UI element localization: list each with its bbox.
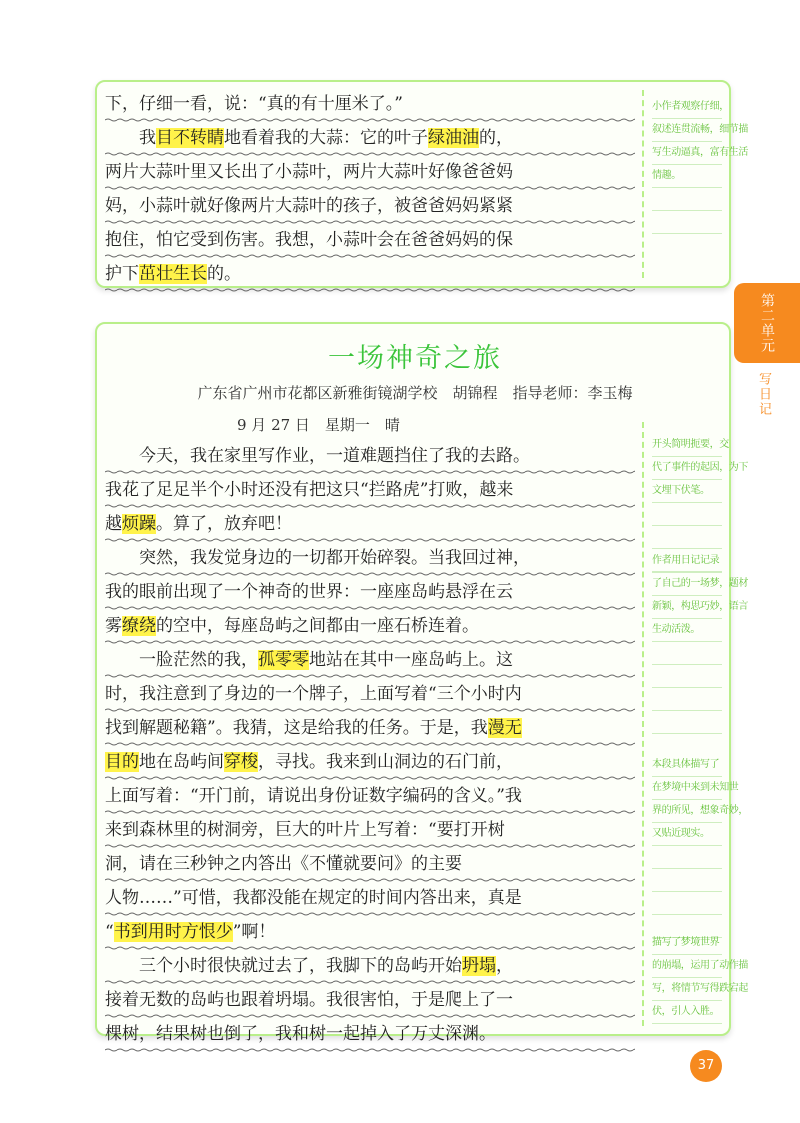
text-segment: 下，仔细一看，说：“真的有十厘米了。” <box>105 94 403 114</box>
text-line <box>105 258 635 292</box>
comment-line: 界的所见，想象奇妙， <box>652 800 722 823</box>
highlighted-phrase: 茁壮生长 <box>139 264 207 284</box>
text-segment: 护下 <box>105 264 139 284</box>
text-line <box>105 950 635 984</box>
highlighted-phrase: 书到用时方恨少 <box>113 922 233 942</box>
text-segment: “ <box>105 922 114 942</box>
comment-theme <box>652 550 748 734</box>
text-segment: 人物……”可惜，我都没能在规定的时间内答出来，真是 <box>105 888 522 908</box>
highlighted-phrase: 目的 <box>105 752 139 772</box>
text-segment: 雾 <box>105 616 122 636</box>
text-segment: 我的眼前出现了一个神奇的世界：一座座岛屿悬浮在云 <box>105 582 513 602</box>
unit-tab[interactable]: 第二单元 <box>734 283 800 363</box>
text-line <box>105 576 635 610</box>
comment-line <box>652 869 722 892</box>
story-title: 一场神奇之旅 <box>328 343 502 374</box>
text-segment: 地看着我的大蒜：它的叶子 <box>224 128 428 148</box>
text-line <box>105 882 635 916</box>
section-label: 写日记 <box>756 372 771 417</box>
text-line <box>105 848 635 882</box>
highlighted-phrase: 烦躁 <box>122 514 156 534</box>
text-line <box>105 712 635 746</box>
comment-line: 新颖，构思巧妙，语言 <box>652 596 722 619</box>
text-segment: 来到森林里的树洞旁，巨大的叶片上写着：“要打开树 <box>105 820 505 840</box>
text-segment: 的， <box>479 128 513 148</box>
comment-line: 情趣。 <box>652 165 722 188</box>
text-line <box>105 644 635 678</box>
comment-line: 伏，引人入胜。 <box>652 1001 722 1024</box>
text-line <box>105 508 635 542</box>
text-segment: 的。 <box>207 264 241 284</box>
story-body <box>105 440 635 1052</box>
comment-line: 写生动逼真，富有生活 <box>652 142 722 165</box>
comment-line: 代了事件的起因，为下 <box>652 457 722 480</box>
comment-line <box>652 665 722 688</box>
text-segment: 一脸茫然的我， <box>139 650 258 670</box>
highlighted-phrase: 绿油油 <box>428 128 479 148</box>
comment-collapse <box>652 932 748 1024</box>
comment-line <box>652 846 722 869</box>
comment-line <box>652 526 722 549</box>
text-segment: 上面写着：“开门前，请说出身份证数字编码的含义。”我 <box>105 786 522 806</box>
bottom-story-card <box>95 322 748 1044</box>
text-line <box>105 678 635 712</box>
highlighted-phrase: 漫无 <box>487 718 522 738</box>
text-line <box>105 780 635 814</box>
comment-line <box>652 211 722 234</box>
text-segment: 妈，小蒜叶就好像两片大蒜叶的孩子，被爸爸妈妈紧紧 <box>105 196 513 216</box>
text-line <box>105 1018 635 1052</box>
comment-line: 的崩塌，运用了动作描 <box>652 955 722 978</box>
comment-line: 开头简明扼要，交 <box>652 434 722 457</box>
highlighted-phrase: 缭绕 <box>122 616 156 636</box>
text-line <box>105 814 635 848</box>
text-segment: 找到解题秘籍”。我猜，这是给我的任务。于是，我 <box>105 718 488 738</box>
comment-line <box>652 642 722 665</box>
text-segment: 的空中，每座岛屿之间都由一座石桥连着。 <box>156 616 479 636</box>
text-line <box>105 122 635 156</box>
comment-line <box>652 892 722 915</box>
highlighted-phrase: 目不转睛 <box>156 128 224 148</box>
comment-line: 了自己的一场梦，题材 <box>652 573 722 596</box>
text-segment: 时，我注意到了身边的一个牌子，上面写着“三个小时内 <box>105 684 522 704</box>
comment-line: 作者用日记记录 <box>652 550 722 573</box>
text-line <box>105 474 635 508</box>
text-segment: 两片大蒜叶里又长出了小蒜叶，两片大蒜叶好像爸爸妈 <box>105 162 513 182</box>
highlighted-phrase: 坍塌 <box>462 956 496 976</box>
text-segment: 地站在其中一座岛屿上。这 <box>309 650 513 670</box>
teacher-comment <box>652 96 748 234</box>
text-segment: 洞，请在三秒钟之内答出《不懂就要问》的主要 <box>105 854 462 874</box>
text-segment: 地在岛屿间 <box>139 752 224 772</box>
text-segment: 抱住，怕它受到伤害。我想，小蒜叶会在爸爸妈妈的保 <box>105 230 513 250</box>
text-segment: 三个小时很快就过去了，我脚下的岛屿开始 <box>139 956 462 976</box>
text-segment: 今天，我在家里写作业，一道难题挡住了我的去路。 <box>139 446 530 466</box>
text-line <box>105 746 635 780</box>
text-line <box>105 542 635 576</box>
comment-imagination <box>652 754 748 938</box>
text-line <box>105 190 635 224</box>
text-segment: 我 <box>139 128 156 148</box>
column-divider <box>642 90 644 278</box>
text-segment: ， <box>496 956 513 976</box>
comment-line <box>652 711 722 734</box>
column-divider <box>642 422 644 1026</box>
comment-line: 小作者观察仔细， <box>652 96 722 119</box>
comment-line: 叙述连贯流畅，细节描 <box>652 119 722 142</box>
comment-line: 本段具体描写了 <box>652 754 722 777</box>
text-segment: 棵树，结果树也倒了，我和树一起掉入了万丈深渊。 <box>105 1024 496 1044</box>
comment-line <box>652 503 722 526</box>
author-line: 广东省广州市花都区新雅街镜湖学校 胡锦程 指导老师：李玉梅 <box>197 384 633 402</box>
text-line <box>105 88 635 122</box>
highlighted-phrase: 穿梭 <box>224 752 258 772</box>
text-segment: 。算了，放弃吧！ <box>156 514 292 534</box>
text-segment: ，寻找。我来到山洞边的石门前， <box>258 752 513 772</box>
comment-line: 又贴近现实。 <box>652 823 722 846</box>
comment-line: 描写了梦境世界 <box>652 932 722 955</box>
comment-line: 写，将情节写得跌宕起 <box>652 978 722 1001</box>
comment-line: 生动活泼。 <box>652 619 722 642</box>
text-line <box>105 916 635 950</box>
comment-line <box>652 688 722 711</box>
text-segment: 我花了足足半个小时还没有把这只“拦路虎”打败，越来 <box>105 480 514 500</box>
text-line <box>105 984 635 1018</box>
top-story-card <box>95 80 748 288</box>
comment-line <box>652 188 722 211</box>
page-number: 37 <box>690 1050 722 1082</box>
text-segment: 接着无数的岛屿也跟着坍塌。我很害怕，于是爬上了一 <box>105 990 513 1010</box>
comment-line: 在梦境中来到未知世 <box>652 777 722 800</box>
text-line <box>105 440 635 474</box>
text-line <box>105 224 635 258</box>
story-text-continued <box>105 88 635 292</box>
text-segment: ”啊！ <box>232 922 276 942</box>
highlighted-phrase: 孤零零 <box>258 650 309 670</box>
comment-line: 文埋下伏笔。 <box>652 480 722 503</box>
text-segment: 突然，我发觉身边的一切都开始碎裂。当我回过神， <box>139 548 530 568</box>
text-segment: 越 <box>105 514 122 534</box>
text-line <box>105 156 635 190</box>
diary-date: 9 月 27 日 星期一 晴 <box>237 416 400 434</box>
text-line <box>105 610 635 644</box>
